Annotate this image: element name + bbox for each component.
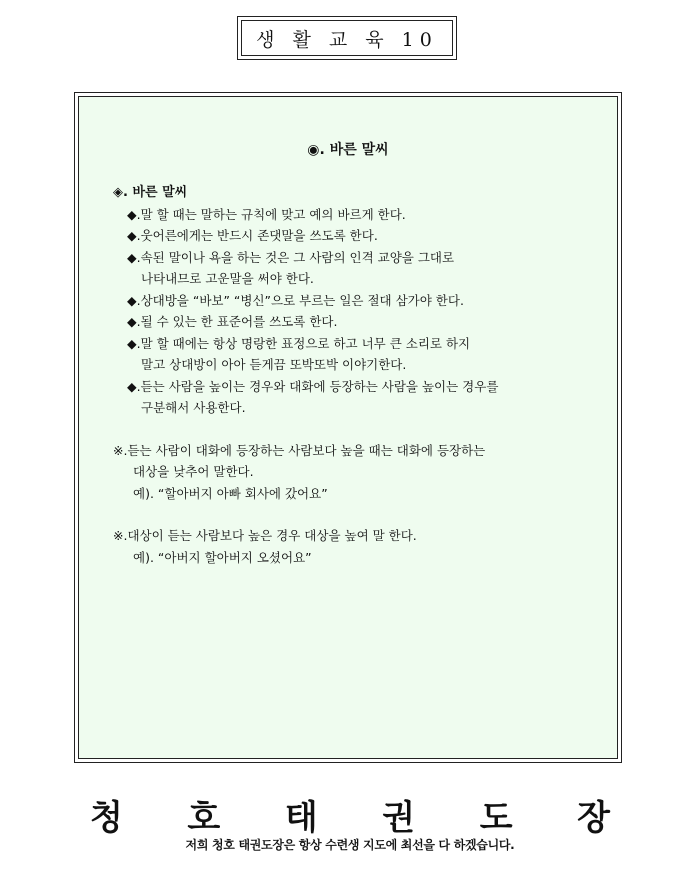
note-example: 예). “할아버지 아빠 회사에 갔어요” bbox=[133, 485, 328, 501]
bullet-continuation: 구분해서 사용한다. bbox=[141, 400, 246, 415]
note-continuation: 대상을 낮추어 말한다. bbox=[133, 464, 254, 479]
footer-subtitle: 저희 청호 태권도장은 항상 수련생 지도에 최선을 다 하겠습니다. bbox=[185, 838, 515, 852]
note-example: 예). “아버지 할아버지 오셨어요” bbox=[133, 549, 312, 565]
content-body bbox=[113, 182, 597, 568]
bullet-item: ◆.웃어른에게는 반드시 존댓말을 쓰도록 한다. bbox=[127, 228, 378, 243]
bullet-item: ◆.될 수 있는 한 표준어를 쓰도록 한다. bbox=[127, 314, 338, 329]
footer-title-char: 권 bbox=[382, 798, 416, 838]
bullet-continuation: 나타내므로 고운말을 써야 한다. bbox=[141, 271, 314, 286]
note-line: ※.듣는 사람이 대화에 등장하는 사람보다 높을 때는 대화에 등장하는 bbox=[113, 442, 486, 458]
content-panel-inner bbox=[78, 96, 618, 759]
footer-title-char: 도 bbox=[479, 798, 513, 838]
footer-title-char: 장 bbox=[577, 798, 610, 838]
bullet-item: ◆.말 할 때에는 항상 명랑한 표정으로 하고 너무 큰 소리로 하지 bbox=[127, 335, 471, 351]
footer-title-char: 청 bbox=[90, 798, 123, 838]
footer-title-char: 호 bbox=[187, 798, 221, 838]
subhead: ◈. 바른 말씨 bbox=[113, 185, 188, 200]
note-line: ※.대상이 듣는 사람보다 높은 경우 대상을 높여 말 한다. bbox=[113, 528, 417, 543]
bullet-continuation: 말고 상대방이 아아 듣게끔 또박또박 이야기한다. bbox=[141, 357, 407, 372]
section-title: ◉. 바른 말씨 bbox=[307, 142, 389, 158]
header-title-box bbox=[237, 16, 457, 60]
footer-dojang-name bbox=[90, 790, 610, 839]
bullet-item: ◆.속된 말이나 욕을 하는 것은 그 사람의 인격 교양을 그대로 bbox=[127, 249, 455, 265]
bullet-item: ◆.상대방을 “바보” “병신”으로 부르는 일은 절대 삼가야 한다. bbox=[127, 292, 464, 308]
footer-title-char: 태 bbox=[284, 798, 318, 838]
page-title: 생 활 교 육 10 bbox=[256, 28, 438, 51]
bullet-item: ◆.듣는 사람을 높이는 경우와 대화에 등장하는 사람을 높이는 경우를 bbox=[127, 378, 499, 394]
bullet-item: ◆.말 할 때는 말하는 규칙에 맞고 예의 바르게 한다. bbox=[127, 206, 406, 222]
content-panel bbox=[74, 92, 622, 763]
